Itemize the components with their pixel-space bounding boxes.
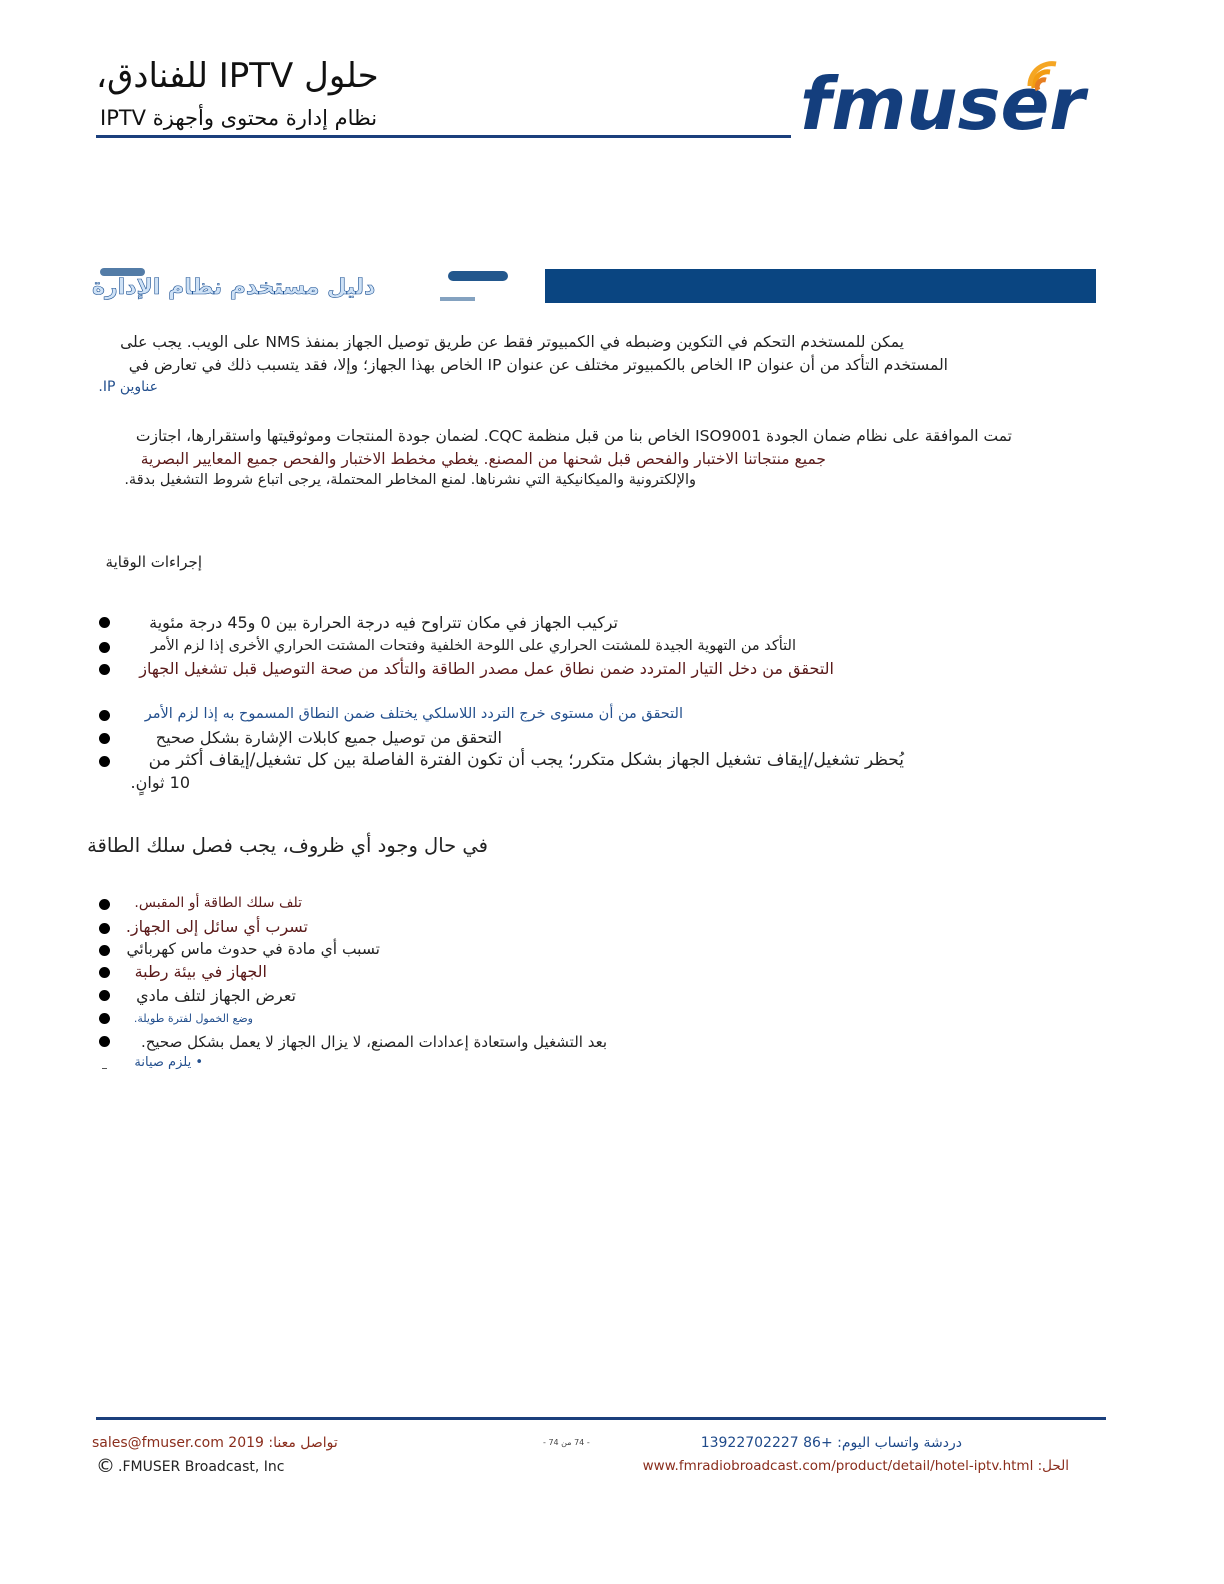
bullet-icon: [99, 642, 110, 653]
section-title: دليل مستخدم نظام الإدارة: [92, 275, 376, 300]
precaution-item: التحقق من أن مستوى خرج التردد اللاسلكي يختلف ضمن النطاق المسموح به إذا لزم الأمر: [144, 706, 683, 722]
bullet-icon: [99, 967, 110, 978]
bullet-icon: [99, 945, 110, 956]
precaution-item: تركيب الجهاز في مكان تتراوح فيه درجة الحرارة بين 0 و45 درجة مئوية: [149, 613, 618, 632]
quality-line-2: جميع منتجاتنا الاختبار والفحص قبل شحنها من المصنع. يغطي مخطط الاختبار والفحص جميع المعايير البصرية: [140, 450, 826, 468]
unplug-heading: في حال وجود أي ظروف، يجب فصل سلك الطاقة: [87, 834, 488, 857]
precaution-item: التحقق من توصيل جميع كابلات الإشارة بشكل صحيح: [155, 728, 502, 747]
copyright-icon: ©: [96, 1455, 115, 1477]
footer-solution-link[interactable]: الحل: www.fmradiobroadcast.com/product/detail/hotel-iptv.html: [642, 1458, 1069, 1474]
logo-text: fmuser: [800, 62, 1085, 146]
bullet-icon: [99, 617, 110, 628]
unplug-item: الجهاز في بيئة رطبة: [134, 962, 267, 981]
unplug-item: تعرض الجهاز لتلف مادي: [136, 986, 296, 1005]
bullet-icon: [99, 1013, 110, 1024]
precautions-heading: إجراءات الوقاية: [105, 553, 202, 571]
unplug-item: تسبب أي مادة في حدوث ماس كهربائي: [126, 940, 380, 958]
dash-mark: [102, 1068, 107, 1069]
intro-line-3: عناوين IP.: [98, 379, 158, 395]
bullet-icon: [99, 710, 110, 721]
unplug-item: تلف سلك الطاقة أو المقبس.: [134, 895, 302, 911]
fmuser-logo: [796, 58, 1085, 146]
bullet-icon: [99, 664, 110, 675]
banner-smudge: [440, 297, 475, 301]
footer-rule: [96, 1417, 1106, 1420]
bullet-icon: [99, 1036, 110, 1047]
unplug-item: تسرب أي سائل إلى الجهاز.: [125, 917, 308, 936]
intro-line-2: المستخدم التأكد من أن عنوان IP الخاص بالكمبيوتر مختلف عن عنوان IP الخاص بهذا الجهاز؛ وإلا، فقد يتسبب ذلك في تعارض في: [128, 356, 948, 374]
precaution-item: التأكد من التهوية الجيدة للمشتت الحراري على اللوحة الخلفية وفتحات المشتت الحراري الأخرى إذا لزم الأمر: [150, 638, 796, 654]
precaution-item: التحقق من دخل التيار المتردد ضمن نطاق عمل مصدر الطاقة والتأكد من صحة التوصيل قبل تشغيل الجهاز: [139, 659, 834, 678]
footer-copyright: .FMUSER Broadcast, Inc: [118, 1459, 285, 1475]
footer-email[interactable]: sales@fmuser.com 2019 :تواصل معنا: [92, 1435, 338, 1451]
bullet-icon: [99, 756, 110, 767]
bullet-icon: [99, 733, 110, 744]
signal-waves-icon: [1016, 58, 1076, 98]
intro-line-1: يمكن للمستخدم التحكم في التكوين وضبطه في الكمبيوتر فقط عن طريق توصيل الجهاز بمنفذ NMS على الويب. يجب على: [120, 333, 904, 351]
unplug-item: وضع الخمول لفترة طويلة.: [133, 1012, 253, 1025]
page-number: - 74 من 74 -: [543, 1438, 590, 1447]
bullet-icon: [99, 923, 110, 934]
quality-line-3: والإلكترونية والميكانيكية التي نشرناها. لمنع المخاطر المحتملة، يرجى اتباع شروط التشغيل بدقة.: [124, 472, 696, 488]
document-title: حلول IPTV للفنادق،: [96, 56, 379, 96]
footer-whatsapp[interactable]: دردشة واتساب اليوم: +86 13922702227: [700, 1435, 962, 1451]
header-rule: [96, 135, 791, 138]
unplug-last: • يلزم صيانة: [134, 1055, 203, 1070]
precaution-item-continued: 10 ثوانٍ.: [130, 773, 190, 792]
unplug-item: بعد التشغيل واستعادة إعدادات المصنع، لا يزال الجهاز لا يعمل بشكل صحيح.: [140, 1033, 607, 1051]
quality-line-1: تمت الموافقة على نظام ضمان الجودة ISO9001 الخاص بنا من قبل منظمة CQC. لضمان جودة المنتجات وموثوقيتها واستقرارها، اجتازت: [135, 427, 1012, 445]
precaution-item: يُحظر تشغيل/إيقاف تشغيل الجهاز بشكل متكرر؛ يجب أن تكون الفترة الفاصلة بين كل تشغيل/إيقاف أكثر من: [148, 750, 904, 770]
document-subtitle: نظام إدارة محتوى وأجهزة IPTV: [100, 106, 378, 130]
banner-smudge: [448, 271, 508, 281]
bullet-icon: [99, 899, 110, 910]
bullet-icon: [99, 990, 110, 1001]
section-banner: [545, 269, 1096, 303]
